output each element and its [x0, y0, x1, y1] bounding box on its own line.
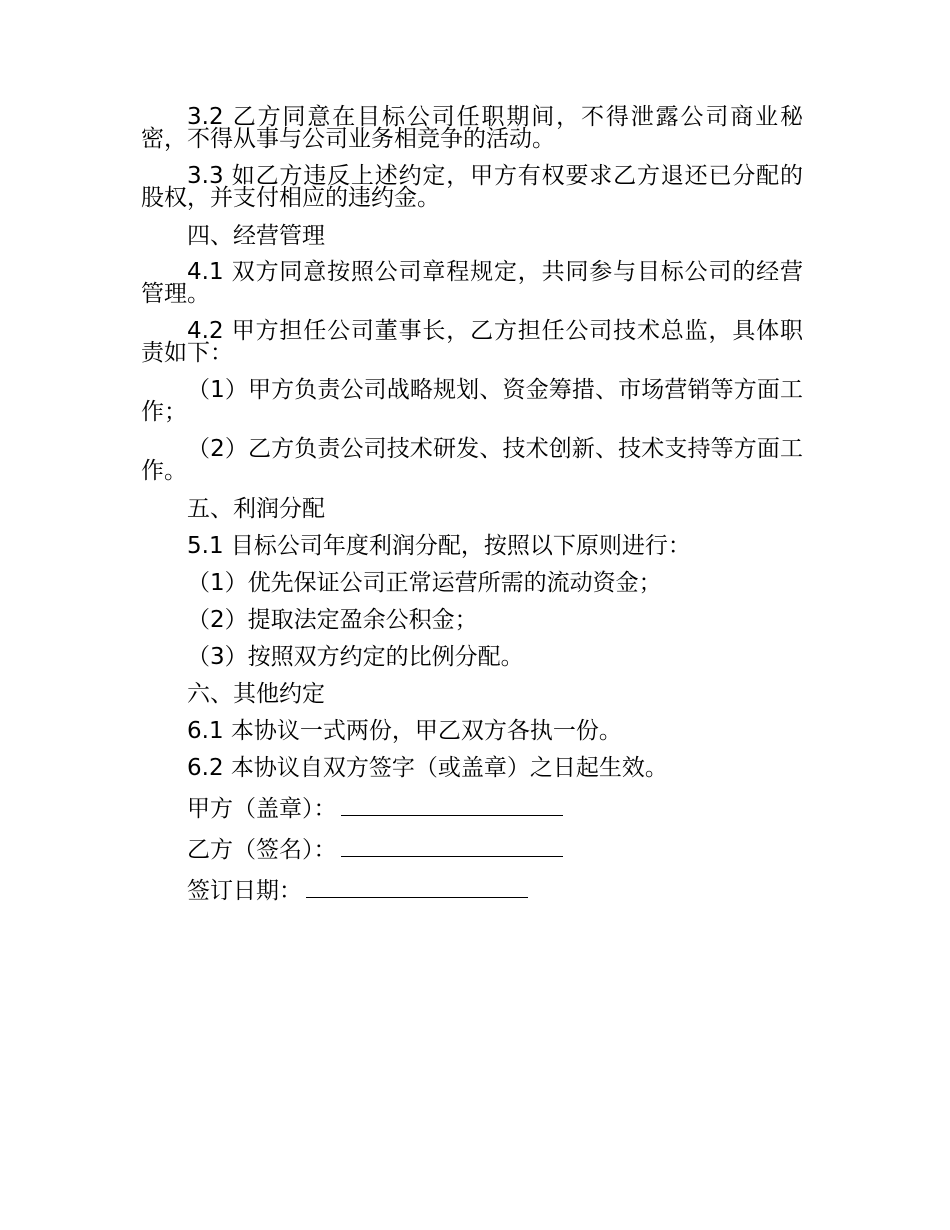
clause-5-1: 5.1 目标公司年度利润分配，按照以下原则进行：: [187, 533, 691, 559]
signature-blank-date[interactable]: [306, 875, 528, 898]
clause-6-2: 6.2 本协议自双方签字（或盖章）之日起生效。: [187, 755, 668, 781]
clause-3-3: 3.3 如乙方违反上述约定，甲方有权要求乙方退还已分配的股权，并支付相应的违约金。: [141, 163, 803, 211]
signature-blank-party-b[interactable]: [341, 834, 563, 857]
clause-4-1: 4.1 双方同意按照公司章程规定，共同参与目标公司的经营管理。: [141, 259, 803, 307]
section-heading-5: 五、利润分配: [187, 496, 325, 522]
signature-blank-party-a[interactable]: [341, 793, 563, 816]
signature-line-party-a: [141, 793, 803, 821]
section-heading-6: 六、其他约定: [187, 681, 325, 707]
signature-line-party-b: [141, 834, 803, 862]
clause-4-2-item-1: （1）甲方负责公司战略规划、资金筹措、市场营销等方面工作；: [141, 377, 803, 425]
clause-4-2: 4.2 甲方担任公司董事长，乙方担任公司技术总监，具体职责如下：: [141, 318, 803, 366]
signature-label-date: 签订日期：: [187, 878, 302, 904]
clause-6-1: 6.1 本协议一式两份，甲乙双方各执一份。: [187, 718, 622, 744]
signature-line-date: [141, 875, 803, 903]
clause-5-1-item-1: （1）优先保证公司正常运营所需的流动资金；: [187, 570, 662, 596]
signature-label-party-a: 甲方（盖章）：: [187, 796, 337, 822]
clause-5-1-item-2: （2）提取法定盈余公积金；: [187, 607, 478, 633]
signature-label-party-b: 乙方（签名）：: [187, 837, 337, 863]
clause-3-2: 3.2 乙方同意在目标公司任职期间，不得泄露公司商业秘密，不得从事与公司业务相竞争的活动。: [141, 104, 803, 152]
document-body: [141, 106, 803, 916]
clause-4-2-item-2: （2）乙方负责公司技术研发、技术创新、技术支持等方面工作。: [141, 436, 803, 484]
section-heading-4: 四、经营管理: [187, 223, 325, 249]
clause-5-1-item-3: （3）按照双方约定的比例分配。: [187, 644, 524, 670]
